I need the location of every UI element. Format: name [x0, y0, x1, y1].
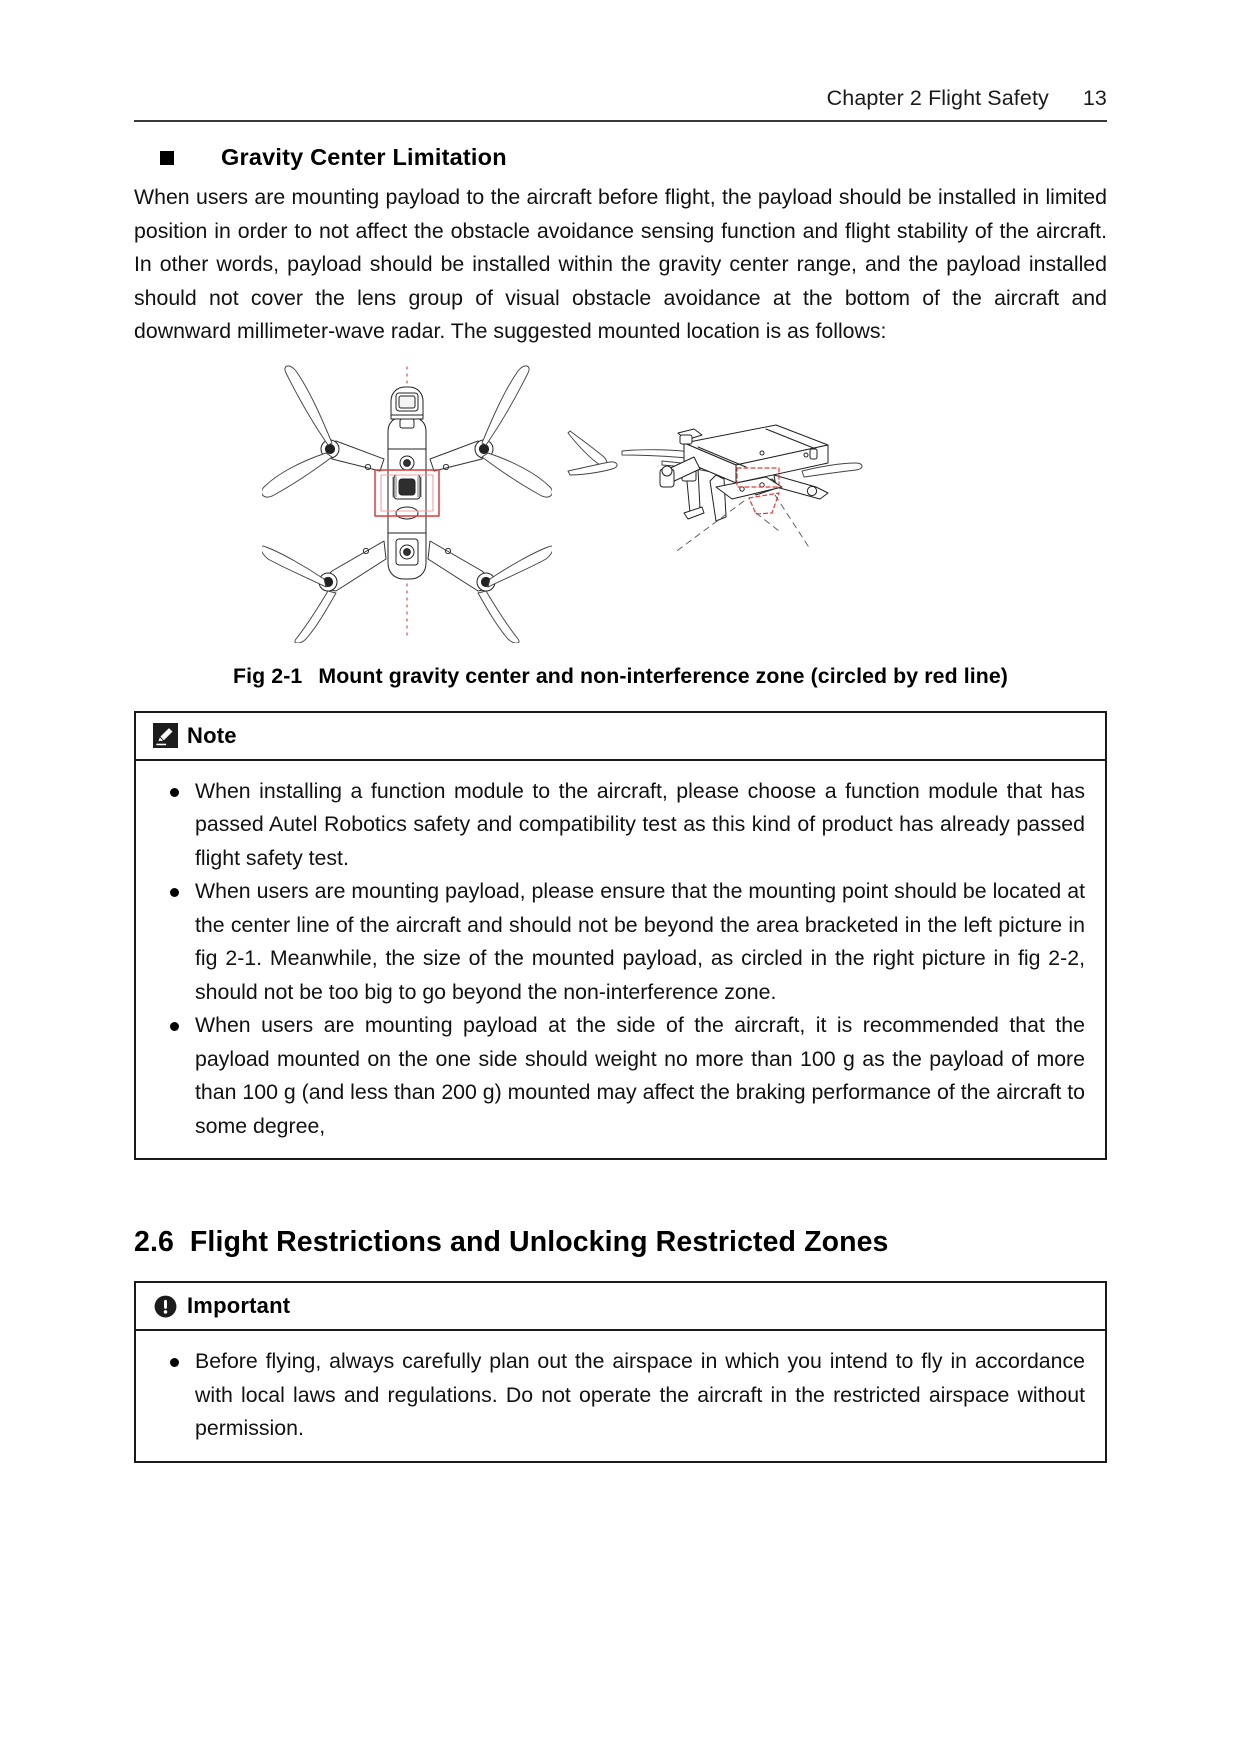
figure-caption: [134, 664, 1107, 689]
figure-2-1: [134, 363, 1107, 648]
square-bullet-icon: [160, 151, 174, 165]
header-chapter-title: Chapter 2 Flight Safety: [826, 86, 1049, 110]
intro-paragraph: When users are mounting payload to the aircraft before flight, the payload should be installed in limited position in order to not affect the obstacle avoidance sensing function and flight stability of the aircraft. In other words, payload should be installed within the gravity center range, and the payload installed should not cover the lens group of visual obstacle avoidance at the bottom of the aircraft and downward millimeter-wave radar. The suggested mounted location is as follows:: [134, 185, 1107, 343]
header-page-number: 13: [1082, 86, 1107, 110]
note-callout-box: [134, 711, 1107, 1161]
figure-caption-label: Fig 2-1: [233, 663, 303, 688]
important-callout-body: [136, 1331, 1105, 1461]
important-bullet-item: Before flying, always carefully plan out the airspace in which you intend to fly in accordance with local laws and regulations. Do not operate the aircraft in the restricted airspace without permission.: [156, 1345, 1085, 1446]
figure-caption-text: Mount gravity center and non-interference zone (circled by red line): [318, 663, 1008, 688]
running-header: [134, 86, 1107, 111]
subsection-heading: [134, 144, 1107, 171]
note-callout-header: [136, 713, 1105, 761]
section-number: 2.6: [134, 1226, 174, 1258]
subsection-heading-label: Gravity Center Limitation: [221, 144, 507, 170]
note-bullet-item: When users are mounting payload at the side of the aircraft, it is recommended that the payload mounted on the one side should weight no more than 100 g as the payload of more than 100 g (and less than 200 g) mounted may affect the braking performance of the aircraft to some degree,: [156, 1009, 1085, 1143]
note-bullet-item: When users are mounting payload, please ensure that the mounting point should be located at the center line of the aircraft and should not be beyond the area bracketed in the left picture in fig 2-1. Meanwhile, the size of the mounted payload, as circled in the right picture in fig 2-2, should not be too big to go beyond the non-interference zone.: [156, 875, 1085, 1009]
drone-perspective-illustration: [566, 413, 866, 598]
important-callout-box: [134, 1281, 1107, 1463]
drone-top-view-illustration: [262, 363, 552, 643]
note-pencil-icon: [153, 723, 178, 748]
note-callout-body: [136, 761, 1105, 1159]
page-content: [134, 0, 1107, 1463]
note-bullet-list: [156, 775, 1085, 1144]
header-divider: [134, 120, 1107, 122]
important-callout-header: [136, 1283, 1105, 1331]
important-callout-title: Important: [187, 1293, 291, 1318]
section-title: Flight Restrictions and Unlocking Restricted Zones: [189, 1226, 889, 1258]
note-callout-title: Note: [187, 722, 237, 748]
note-bullet-item: When installing a function module to the aircraft, please choose a function module that has passed Autel Robotics safety and compatibility test as this kind of product has already passed flight safety test.: [156, 775, 1085, 876]
important-exclamation-icon: [153, 1294, 178, 1319]
important-bullet-list: [156, 1345, 1085, 1446]
section-heading: [134, 1226, 1107, 1259]
